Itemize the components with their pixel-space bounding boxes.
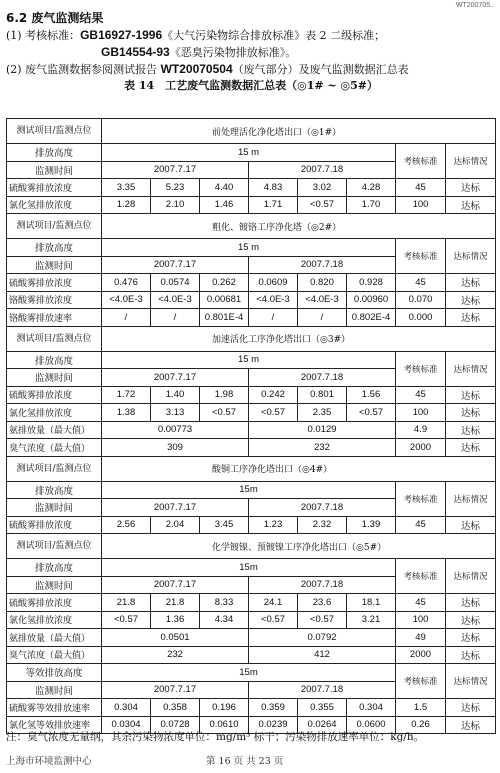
measured-value: <0.57 <box>347 404 396 422</box>
measured-value: 3.02 <box>298 179 347 197</box>
max-value-row <box>7 421 496 439</box>
compliance-status: 达标 <box>446 594 496 612</box>
max-value-day1: 309 <box>102 439 249 457</box>
criteria-line-3 <box>6 61 496 78</box>
time-label: 监测时间 <box>7 369 102 387</box>
date-2: 2007.7.18 <box>249 161 396 179</box>
compliance-status: 达标 <box>446 404 496 422</box>
compliance-status: 达标 <box>446 421 496 439</box>
measured-value: 3.35 <box>102 179 151 197</box>
data-row <box>7 699 496 717</box>
criteria-line-2 <box>6 44 496 61</box>
measured-value: <4.0E-3 <box>102 291 151 309</box>
pollutant-label: 氯化氢等效排放速率 <box>7 716 102 734</box>
table-caption: 表 14 工艺废气监测数据汇总表（◎1# ~ ◎5#） <box>124 79 378 92</box>
compliance-status: 达标 <box>446 716 496 734</box>
measured-value: <0.57 <box>298 196 347 214</box>
compliance-status: 达标 <box>446 439 496 457</box>
measured-value: <0.57 <box>249 611 298 629</box>
pollutant-label: 硫酸雾等效排放速率 <box>7 699 102 717</box>
measured-value: 2.10 <box>151 196 200 214</box>
measured-value: 4.28 <box>347 179 396 197</box>
document-code: WT200705.. <box>455 2 494 9</box>
item-point-label: 测试项目/监测点位 <box>7 326 102 351</box>
measured-value: 0.820 <box>298 274 347 292</box>
criteria-prefix: (1) 考核标准： <box>6 29 81 42</box>
measured-value: <4.0E-3 <box>298 291 347 309</box>
standard-name: 《恶臭污染物排放标准》。 <box>169 46 297 59</box>
measured-value: 0.801 <box>298 386 347 404</box>
measured-value: 1.56 <box>347 386 396 404</box>
measured-value: 1.28 <box>102 196 151 214</box>
height-label: 排放高度 <box>7 559 102 577</box>
date-2: 2007.7.18 <box>249 681 396 699</box>
standard-limit: 49 <box>396 629 446 647</box>
date-2: 2007.7.18 <box>249 369 396 387</box>
measured-value: 1.70 <box>347 196 396 214</box>
pollutant-label: 臭气浓度（最大值） <box>7 439 102 457</box>
standard-limit: 100 <box>396 611 446 629</box>
pollutant-label: 硫酸雾排放浓度 <box>7 594 102 612</box>
criteria-line-1 <box>6 27 496 44</box>
pollutant-label: 氯化氢排放浓度 <box>7 611 102 629</box>
exhaust-monitoring-table <box>6 118 496 734</box>
measured-value: 0.0609 <box>249 274 298 292</box>
date-2: 2007.7.18 <box>249 256 396 274</box>
compliance-status: 达标 <box>446 611 496 629</box>
item-point-label: 测试项目/监测点位 <box>7 534 102 559</box>
std-header: 考核标准 <box>396 559 446 594</box>
measured-value: 21.8 <box>151 594 200 612</box>
max-value-day1: 0.00773 <box>102 421 249 439</box>
height-row <box>7 481 496 499</box>
measured-value: 4.40 <box>200 179 249 197</box>
compliance-status: 达标 <box>446 629 496 647</box>
document-header <box>6 10 496 93</box>
monitoring-point-name: 前处理活化净化塔出口（◎1#） <box>102 119 496 144</box>
date-1: 2007.7.17 <box>102 499 249 517</box>
pollutant-label: 铬酸雾排放速率 <box>7 309 102 327</box>
measured-value: 1.71 <box>249 196 298 214</box>
measured-value: 0.304 <box>102 699 151 717</box>
report-code: WT20070504 <box>160 62 233 76</box>
measured-value: 1.38 <box>102 404 151 422</box>
reach-header: 达标情况 <box>446 351 496 386</box>
max-value-day2: 0.0792 <box>249 629 396 647</box>
height-label: 排放高度 <box>7 351 102 369</box>
standard-limit: 2000 <box>396 439 446 457</box>
reach-header: 达标情况 <box>446 239 496 274</box>
measured-value: <4.0E-3 <box>151 291 200 309</box>
measured-value: 0.196 <box>200 699 249 717</box>
measured-value: 0.928 <box>347 274 396 292</box>
monitoring-point-name: 化学镀镍、预镀镍工序净化塔出口（◎5#） <box>102 534 496 559</box>
pollutant-label: 氯化氢排放浓度 <box>7 196 102 214</box>
data-row <box>7 196 496 214</box>
standard-limit: 0.000 <box>396 309 446 327</box>
compliance-status: 达标 <box>446 291 496 309</box>
measured-value: / <box>102 309 151 327</box>
measured-value: 0.0574 <box>151 274 200 292</box>
measured-value: 1.72 <box>102 386 151 404</box>
max-value-day2: 0.0129 <box>249 421 396 439</box>
standard-code: GB16927-1996 <box>80 28 163 42</box>
criteria-prefix: (2) 废气监测数据参阅测试报告 <box>6 63 161 76</box>
height-row <box>7 664 496 682</box>
measured-value: 1.39 <box>347 516 396 534</box>
emission-height: 15m <box>102 481 396 499</box>
measured-value: 0.0728 <box>151 716 200 734</box>
max-value-row <box>7 646 496 664</box>
measured-value: 23.6 <box>298 594 347 612</box>
measured-value: 0.0600 <box>347 716 396 734</box>
group-header-row <box>7 534 496 559</box>
footer-page: 第 16 页 共 23 页 <box>206 756 284 767</box>
measured-value: 1.46 <box>200 196 249 214</box>
emission-height: 15m <box>102 559 396 577</box>
monitoring-point-name: 酸铜工序净化塔出口（◎4#） <box>102 456 496 481</box>
max-value-day1: 0.0501 <box>102 629 249 647</box>
reach-header: 达标情况 <box>446 481 496 516</box>
report-text: （废气部分）及废气监测数据汇总表 <box>232 63 409 76</box>
monitoring-point-name: 加速活化工序净化塔出口（◎3#） <box>102 326 496 351</box>
group-header-row <box>7 456 496 481</box>
measured-value: 0.304 <box>347 699 396 717</box>
reach-header: 达标情况 <box>446 559 496 594</box>
measured-value: / <box>249 309 298 327</box>
data-row <box>7 611 496 629</box>
measured-value: 1.36 <box>151 611 200 629</box>
date-1: 2007.7.17 <box>102 256 249 274</box>
time-label: 监测时间 <box>7 161 102 179</box>
standard-limit: 45 <box>396 516 446 534</box>
date-1: 2007.7.17 <box>102 161 249 179</box>
time-label: 监测时间 <box>7 256 102 274</box>
reach-header: 达标情况 <box>446 664 496 699</box>
compliance-status: 达标 <box>446 699 496 717</box>
std-header: 考核标准 <box>396 351 446 386</box>
measured-value: 0.242 <box>249 386 298 404</box>
measured-value: <0.57 <box>249 404 298 422</box>
height-row <box>7 144 496 162</box>
compliance-status: 达标 <box>446 274 496 292</box>
max-value-day2: 412 <box>249 646 396 664</box>
height-label: 排放高度 <box>7 239 102 257</box>
table-note: 注：臭气浓度无量纲，其余污染物浓度单位：mg/m³ 标干；污染物排放速率单位：kg/h。 <box>6 731 425 743</box>
standard-limit: 100 <box>396 196 446 214</box>
measured-value: 2.32 <box>298 516 347 534</box>
measured-value: / <box>298 309 347 327</box>
standard-limit: 2000 <box>396 646 446 664</box>
standard-limit: 45 <box>396 594 446 612</box>
measured-value: 0.00960 <box>347 291 396 309</box>
max-value-day2: 232 <box>249 439 396 457</box>
section-title: 6.2 废气监测结果 <box>6 11 104 25</box>
std-header: 考核标准 <box>396 481 446 516</box>
height-label: 排放高度 <box>7 481 102 499</box>
height-label: 排放高度 <box>7 144 102 162</box>
data-row <box>7 404 496 422</box>
compliance-status: 达标 <box>446 309 496 327</box>
measured-value: 2.04 <box>151 516 200 534</box>
measured-value: 4.83 <box>249 179 298 197</box>
item-point-label: 测试项目/监测点位 <box>7 456 102 481</box>
compliance-status: 达标 <box>446 179 496 197</box>
date-1: 2007.7.17 <box>102 576 249 594</box>
pollutant-label: 氨排放量（最大值） <box>7 629 102 647</box>
standard-limit: 0.070 <box>396 291 446 309</box>
compliance-status: 达标 <box>446 516 496 534</box>
max-value-row <box>7 629 496 647</box>
pollutant-label: 硫酸雾排放浓度 <box>7 274 102 292</box>
measured-value: <4.0E-3 <box>249 291 298 309</box>
measured-value: 0.0610 <box>200 716 249 734</box>
measured-value: <0.57 <box>102 611 151 629</box>
measured-value: 21.8 <box>102 594 151 612</box>
standard-limit: 0.26 <box>396 716 446 734</box>
standard-limit: 45 <box>396 274 446 292</box>
standard-limit: 45 <box>396 179 446 197</box>
measured-value: 0.802E-4 <box>347 309 396 327</box>
pollutant-label: 臭气浓度（最大值） <box>7 646 102 664</box>
pollutant-label: 氯化氢排放浓度 <box>7 404 102 422</box>
measured-value: 0.476 <box>102 274 151 292</box>
monitoring-point-name: 粗化、镀铬工序净化塔（◎2#） <box>102 214 496 239</box>
data-row <box>7 386 496 404</box>
measured-value: 0.355 <box>298 699 347 717</box>
standard-limit: 45 <box>396 386 446 404</box>
data-row <box>7 594 496 612</box>
time-label: 监测时间 <box>7 499 102 517</box>
group-header-row <box>7 326 496 351</box>
pollutant-label: 硫酸雾排放浓度 <box>7 179 102 197</box>
compliance-status: 达标 <box>446 646 496 664</box>
group-header-row <box>7 214 496 239</box>
emission-height: 15 m <box>102 144 396 162</box>
measured-value: 0.0304 <box>102 716 151 734</box>
date-2: 2007.7.18 <box>249 499 396 517</box>
data-row <box>7 291 496 309</box>
measured-value: 2.56 <box>102 516 151 534</box>
measured-value: 0.359 <box>249 699 298 717</box>
height-row <box>7 351 496 369</box>
data-row <box>7 309 496 327</box>
measured-value: <0.57 <box>298 611 347 629</box>
compliance-status: 达标 <box>446 196 496 214</box>
measured-value: 3.45 <box>200 516 249 534</box>
compliance-status: 达标 <box>446 386 496 404</box>
height-label: 等效排放高度 <box>7 664 102 682</box>
measured-value: 0.801E-4 <box>200 309 249 327</box>
data-row <box>7 516 496 534</box>
measured-value: 2.35 <box>298 404 347 422</box>
footer-org: 上海市环境监测中心 <box>6 756 92 767</box>
measured-value: 0.262 <box>200 274 249 292</box>
standard-code: GB14554-93 <box>101 45 170 59</box>
std-header: 考核标准 <box>396 239 446 274</box>
group-header-row <box>7 119 496 144</box>
standard-limit: 4.9 <box>396 421 446 439</box>
standard-name: 《大气污染物综合排放标准》表 2 二级标准； <box>162 29 386 42</box>
date-2: 2007.7.18 <box>249 576 396 594</box>
measured-value: 24.1 <box>249 594 298 612</box>
max-value-row <box>7 439 496 457</box>
measured-value: 4.34 <box>200 611 249 629</box>
measured-value: 1.98 <box>200 386 249 404</box>
measured-value: <0.57 <box>200 404 249 422</box>
time-label: 监测时间 <box>7 576 102 594</box>
data-row <box>7 179 496 197</box>
height-row <box>7 239 496 257</box>
standard-limit: 100 <box>396 404 446 422</box>
item-point-label: 测试项目/监测点位 <box>7 214 102 239</box>
measured-value: 0.00681 <box>200 291 249 309</box>
measured-value: 3.13 <box>151 404 200 422</box>
date-1: 2007.7.17 <box>102 681 249 699</box>
measured-value: 18.1 <box>347 594 396 612</box>
data-row <box>7 274 496 292</box>
std-header: 考核标准 <box>396 144 446 179</box>
measured-value: 5.23 <box>151 179 200 197</box>
max-value-day1: 232 <box>102 646 249 664</box>
time-label: 监测时间 <box>7 681 102 699</box>
pollutant-label: 铬酸雾排放浓度 <box>7 291 102 309</box>
measured-value: 0.358 <box>151 699 200 717</box>
pollutant-label: 氨排放量（最大值） <box>7 421 102 439</box>
measured-value: 8.33 <box>200 594 249 612</box>
item-point-label: 测试项目/监测点位 <box>7 119 102 144</box>
height-row <box>7 559 496 577</box>
std-header: 考核标准 <box>396 664 446 699</box>
measured-value: / <box>151 309 200 327</box>
reach-header: 达标情况 <box>446 144 496 179</box>
date-1: 2007.7.17 <box>102 369 249 387</box>
measured-value: 1.23 <box>249 516 298 534</box>
measured-value: 1.40 <box>151 386 200 404</box>
measured-value: 3.21 <box>347 611 396 629</box>
pollutant-label: 硫酸雾排放浓度 <box>7 516 102 534</box>
emission-height: 15 m <box>102 239 396 257</box>
standard-limit: 1.5 <box>396 699 446 717</box>
pollutant-label: 硫酸雾排放浓度 <box>7 386 102 404</box>
emission-height: 15 m <box>102 351 396 369</box>
emission-height: 15m <box>102 664 396 682</box>
measured-value: 0.0264 <box>298 716 347 734</box>
measured-value: 0.0239 <box>249 716 298 734</box>
